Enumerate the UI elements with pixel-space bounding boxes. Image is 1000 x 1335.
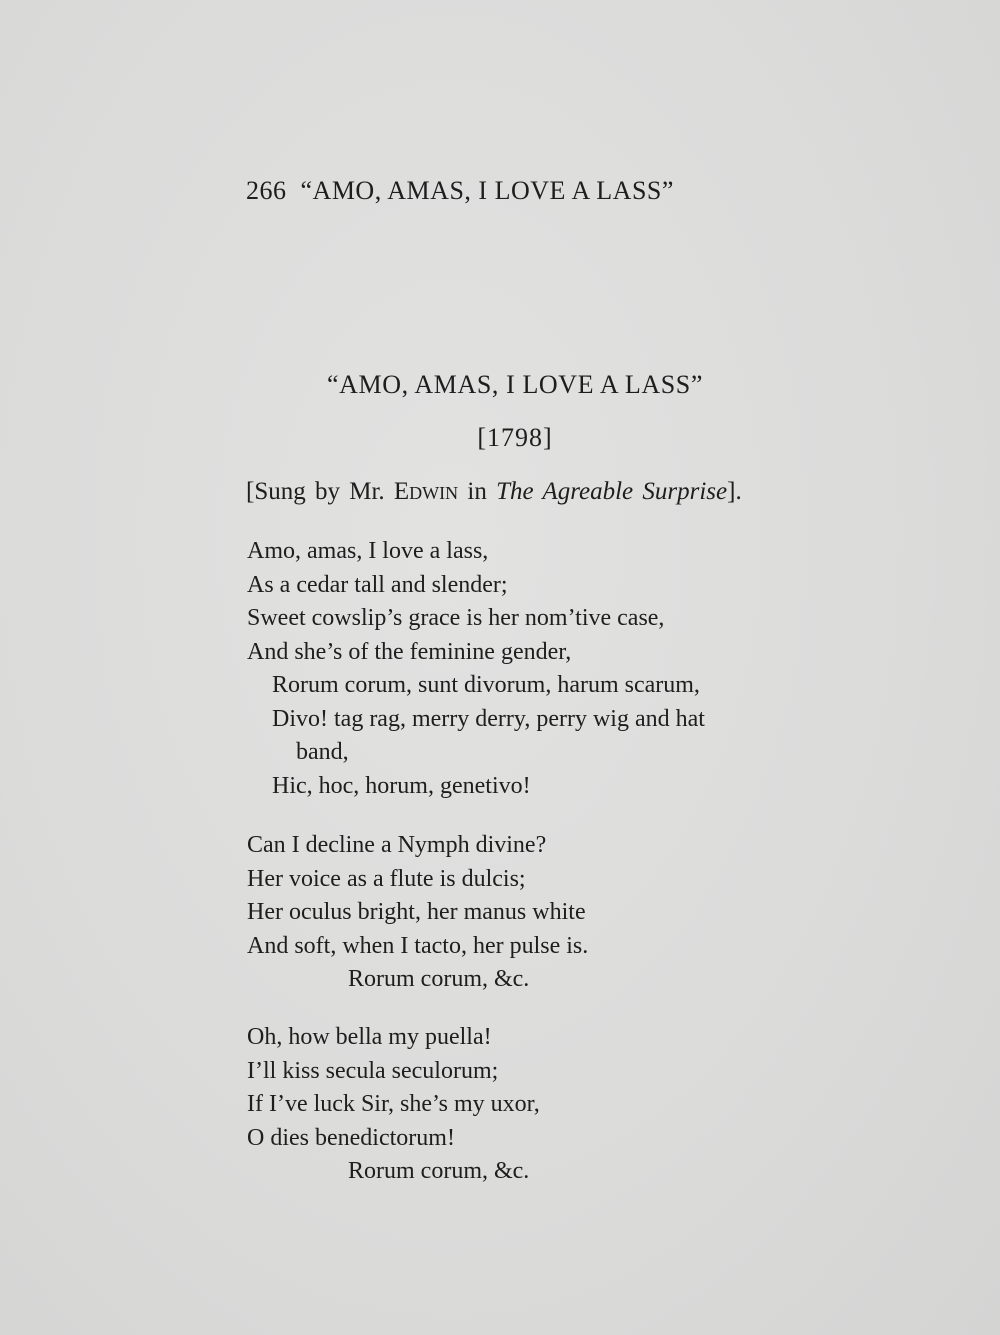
verse-line: I’ll kiss secula seculorum; <box>247 1057 499 1084</box>
verse-line: Sweet cowslip’s grace is her nom’tive case, <box>247 605 665 631</box>
stanza-1 <box>247 535 705 803</box>
performance-note <box>246 478 742 506</box>
refrain-line: Rorum corum, &c. <box>348 966 530 992</box>
stanza-2 <box>247 829 588 997</box>
refrain-line: Divo! tag rag, merry derry, perry wig and hat <box>272 705 705 732</box>
stanza-3 <box>247 1021 540 1189</box>
verse-line: Her oculus bright, her manus white <box>247 899 586 925</box>
refrain-line: Rorum corum, &c. <box>348 1158 530 1184</box>
verse-line: Her voice as a flute is dulcis; <box>247 865 526 892</box>
verse-line: Amo, amas, I love a lass, <box>247 538 489 564</box>
singer-name: Edwin <box>393 478 459 505</box>
note-suffix: ]. <box>727 478 742 505</box>
verse-line: Can I decline a Nymph divine? <box>247 832 547 858</box>
verse-line: If I’ve luck Sir, she’s my uxor, <box>247 1091 540 1117</box>
refrain-line: Hic, hoc, horum, genetivo! <box>272 772 531 799</box>
verse-line: O dies benedictorum! <box>247 1124 455 1151</box>
verse-line: And soft, when I tacto, her pulse is. <box>247 932 589 959</box>
running-head-title: “AMO, AMAS, I LOVE A LASS” <box>300 176 674 205</box>
song-year: [1798] <box>477 423 553 452</box>
work-title: The Agreable Surprise <box>496 478 728 505</box>
refrain-line: Rorum corum, sunt divorum, harum scarum, <box>272 672 700 698</box>
verse-line: And she’s of the feminine gender, <box>247 638 572 665</box>
verse-line: Oh, how bella my puella! <box>247 1024 492 1050</box>
note-middle: in <box>467 478 487 505</box>
song-title: “AMO, AMAS, I LOVE A LASS” <box>326 370 703 399</box>
verse-line: As a cedar tall and slender; <box>247 571 508 598</box>
note-prefix: [Sung by Mr. <box>246 478 385 505</box>
refrain-line-continuation: band, <box>296 739 349 765</box>
running-head <box>246 176 674 206</box>
page-number: 266 <box>246 176 287 205</box>
